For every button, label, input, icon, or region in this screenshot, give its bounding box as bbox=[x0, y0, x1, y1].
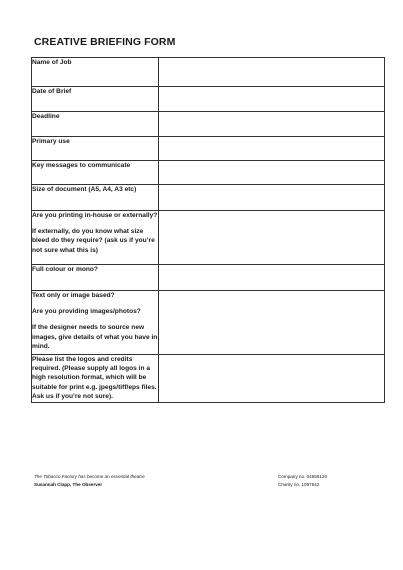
row-label-text-or-image: Text only or image based? bbox=[32, 292, 115, 299]
footer-author: Susannah Clapp, The Observer bbox=[34, 482, 103, 487]
value-cell-logos-credits[interactable] bbox=[159, 355, 385, 403]
table-row bbox=[32, 265, 385, 291]
company-number: Company no. 04556120 bbox=[278, 474, 328, 479]
label-cell bbox=[32, 185, 159, 211]
footer-registration-block bbox=[278, 473, 327, 489]
label-cell bbox=[32, 265, 159, 291]
table-row bbox=[32, 87, 385, 112]
table-row bbox=[32, 211, 385, 265]
value-cell-key-messages[interactable] bbox=[159, 161, 385, 185]
label-cell bbox=[32, 291, 159, 355]
value-cell-deadline[interactable] bbox=[159, 112, 385, 137]
row-label-deadline: Deadline bbox=[32, 113, 60, 120]
footer-quote-block bbox=[34, 473, 145, 489]
row-label-logos-credits: Please list the logos and credits required. (Please supply all logos in a high resolution format, which will be suitable for print e.g. jpegs/tiff/eps files. Ask us if you’re not sure). bbox=[32, 356, 157, 400]
table-row bbox=[32, 291, 385, 355]
table-row bbox=[32, 58, 385, 87]
row-label-primary-use: Primary use bbox=[32, 138, 70, 145]
table-row bbox=[32, 161, 385, 185]
label-cell bbox=[32, 211, 159, 265]
table-row bbox=[32, 112, 385, 137]
row-label-bleed: If externally, do you know what size bleed do they require? (ask us if you’re not sure what this is) bbox=[32, 228, 155, 254]
charity-number: Charity no. 1097542 bbox=[278, 482, 320, 487]
table-row bbox=[32, 137, 385, 161]
value-cell-document-size[interactable] bbox=[159, 185, 385, 211]
form-title: CREATIVE BRIEFING FORM bbox=[34, 36, 176, 48]
value-cell-printing[interactable] bbox=[159, 211, 385, 265]
row-label-document-size: Size of document (A5, A4, A3 etc) bbox=[32, 186, 137, 193]
label-cell bbox=[32, 161, 159, 185]
value-cell-primary-use[interactable] bbox=[159, 137, 385, 161]
row-label-printing: Are you printing in-house or externally? bbox=[32, 212, 158, 219]
value-cell-images[interactable] bbox=[159, 291, 385, 355]
label-cell bbox=[32, 355, 159, 403]
value-cell-date-of-brief[interactable] bbox=[159, 87, 385, 112]
footer-quote: The Tobacco Factory has become an essential theatre bbox=[34, 474, 145, 479]
row-label-name-of-job: Name of Job bbox=[32, 59, 72, 66]
value-cell-name-of-job[interactable] bbox=[159, 58, 385, 87]
label-cell bbox=[32, 112, 159, 137]
label-cell bbox=[32, 87, 159, 112]
row-label-colour: Full colour or mono? bbox=[32, 266, 98, 273]
row-label-source-images: If the designer needs to source new images, give details of what you have in mind. bbox=[32, 324, 158, 350]
row-label-date-of-brief: Date of Brief bbox=[32, 88, 72, 95]
table-row bbox=[32, 355, 385, 403]
label-cell bbox=[32, 137, 159, 161]
row-label-key-messages: Key messages to communicate bbox=[32, 162, 131, 169]
table-row bbox=[32, 185, 385, 211]
row-label-providing-images: Are you providing images/photos? bbox=[32, 308, 141, 316]
label-cell bbox=[32, 58, 159, 87]
value-cell-colour[interactable] bbox=[159, 265, 385, 291]
briefing-table bbox=[31, 57, 385, 403]
